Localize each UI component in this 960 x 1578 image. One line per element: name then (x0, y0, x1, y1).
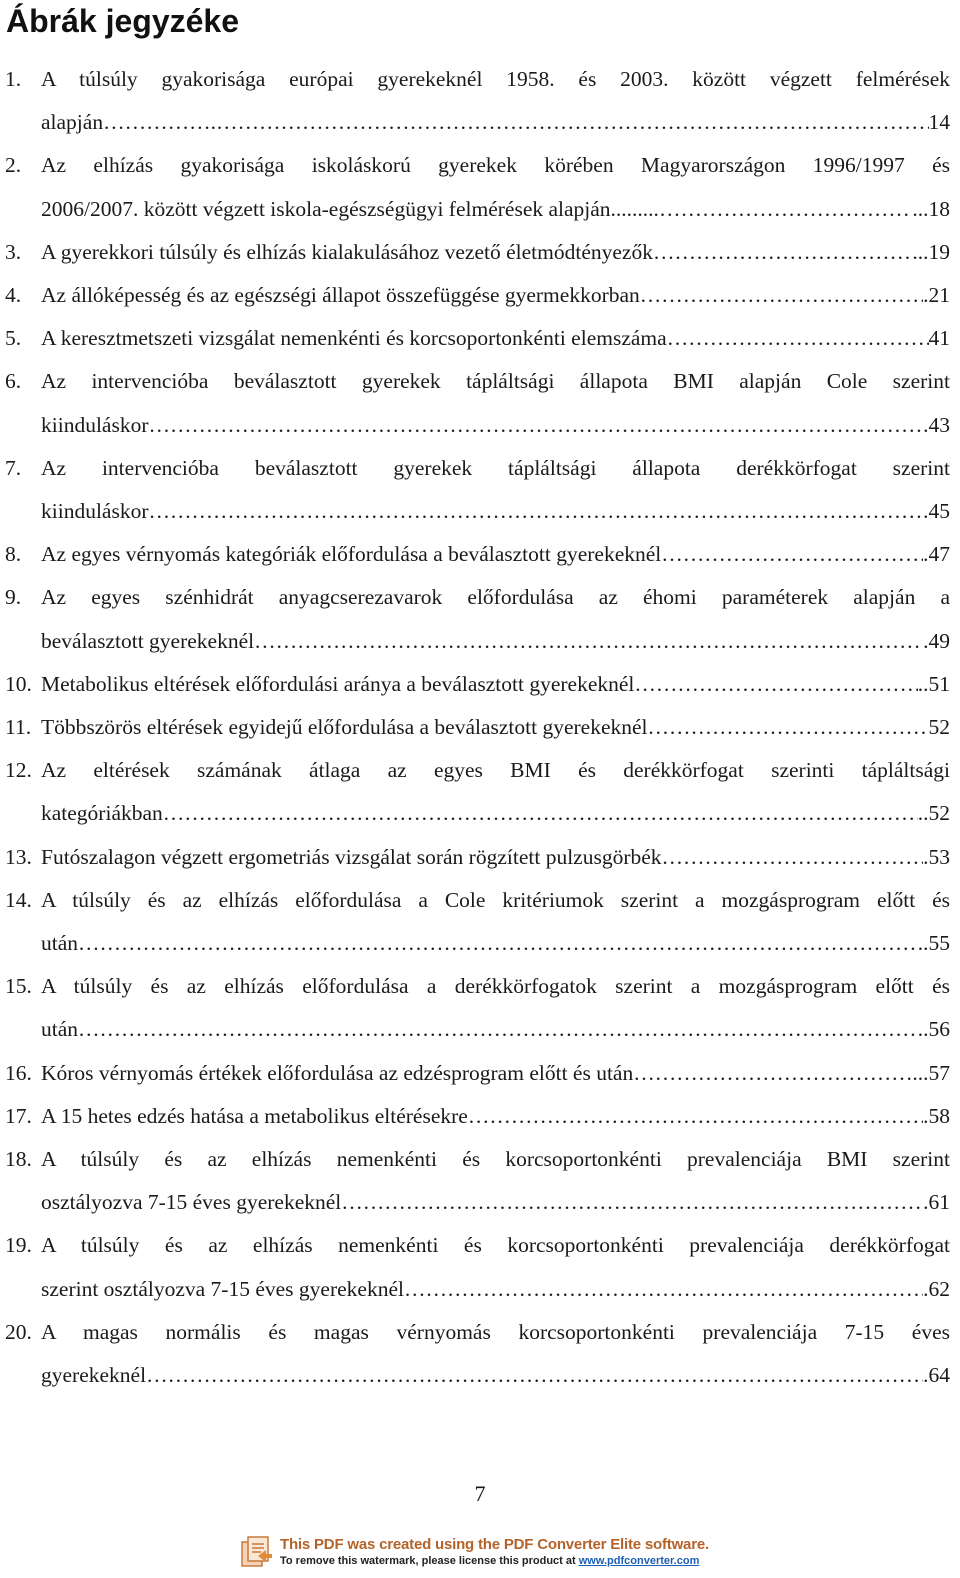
entry-title-end: alapján……………. (41, 110, 216, 135)
dot-leader (661, 533, 923, 576)
entry-page: ...18 (912, 196, 950, 221)
entry-page: ..55 (917, 931, 950, 956)
entry-page: ..51 (917, 671, 950, 696)
entry-title: A túlsúly gyakorisága európai gyerekeknél 1958. és 2003. között végzett felmérések (41, 67, 950, 91)
entry-page: .64 (923, 1363, 950, 1388)
entry-page: .47 (923, 542, 950, 567)
toc-entry[interactable] (5, 1311, 950, 1397)
entry-title-end: 2006/2007. között végzett iskola-egészségügyi felmérések alapján......... (41, 196, 659, 221)
entry-title: A túlsúly és az elhízás nemenkénti és korcsoportonkénti prevalenciája BMI szerint (41, 1147, 950, 1172)
watermark-link[interactable]: www.pdfconverter.com (578, 1555, 700, 1567)
toc-entry[interactable] (5, 231, 950, 274)
entry-title-end: beválasztott gyerekeknél (41, 628, 255, 653)
entry-number: 5. (5, 326, 22, 351)
dot-leader (146, 1354, 923, 1397)
toc-entry[interactable] (5, 447, 950, 533)
entry-page: .49 (923, 628, 950, 653)
entry-number: 10. (5, 671, 32, 696)
entry-title-end: szerint osztályozva 7-15 éves gyerekeknél (41, 1276, 404, 1301)
entry-title: Az intervencióba beválasztott gyerekek tápláltsági állapota derékkörfogat szerint (41, 455, 950, 480)
dot-leader (468, 1095, 923, 1138)
toc-entry[interactable] (5, 706, 950, 749)
entry-number: 11. (5, 715, 32, 740)
entry-title: Az egyes szénhidrát anyagcserezavarok előfordulása az éhomi paraméterek alapján a (41, 585, 950, 610)
entry-title: Többszörös eltérések egyidejű előfordulása a beválasztott gyerekeknél (41, 715, 648, 740)
dot-leader (653, 231, 912, 274)
page-number: 7 (474, 1481, 486, 1506)
dot-leader (216, 101, 929, 144)
entry-title: Az állóképesség és az egészségi állapot összefüggése gyermekkorban (41, 283, 640, 308)
entry-number: 20. (5, 1319, 32, 1344)
toc-entry[interactable] (5, 879, 950, 965)
dot-leader (662, 836, 924, 879)
entry-number: 4. (5, 283, 22, 308)
page-title: Ábrák jegyzéke (6, 3, 240, 39)
entry-title: Az intervencióba beválasztott gyerekek tápláltsági állapota BMI alapján Cole szerint (41, 369, 950, 394)
entry-title: A túlsúly és az elhízás előfordulása a Cole kritériumok szerint a mozgásprogram előtt és (41, 887, 950, 912)
entry-number: 18. (5, 1147, 32, 1172)
dot-leader (634, 663, 917, 706)
dot-leader (341, 1181, 923, 1224)
entry-title: A túlsúly és az elhízás nemenkénti és korcsoportonkénti prevalenciája derékkörfogat (41, 1233, 950, 1258)
entry-title-end: kiinduláskor (41, 412, 149, 437)
toc-entry[interactable] (5, 58, 950, 144)
entry-title: Metabolikus eltérések előfordulási aránya a beválasztott gyerekeknél (41, 671, 635, 696)
entry-number: 8. (5, 542, 22, 567)
entry-title-end: után (41, 1017, 79, 1042)
entry-title-end: osztályozva 7-15 éves gyerekeknél (41, 1190, 342, 1215)
toc-entry[interactable] (5, 144, 950, 230)
toc-entry[interactable] (5, 533, 950, 576)
watermark-prefix: To remove this watermark, please license this product at (280, 1555, 579, 1567)
toc-entry[interactable] (5, 360, 950, 446)
entry-number: 12. (5, 758, 32, 783)
entry-page: .43 (923, 412, 950, 437)
entry-page: .62 (923, 1276, 950, 1301)
entry-title: Az eltérések számának átlaga az egyes BMI és derékkörfogat szerinti tápláltsági (41, 758, 950, 783)
toc-entry[interactable] (5, 317, 950, 360)
entry-number: 19. (5, 1233, 32, 1258)
entry-page: ...57 (912, 1060, 950, 1085)
entry-number: 7. (5, 455, 22, 480)
entry-page: .21 (923, 283, 950, 308)
entry-number: 16. (5, 1060, 32, 1085)
entry-number: 17. (5, 1103, 32, 1128)
entry-page: .58 (923, 1103, 950, 1128)
entry-page: ..52 (917, 801, 950, 826)
entry-title-end: kiinduláskor (41, 499, 149, 524)
dot-leader (659, 188, 912, 231)
dot-leader (633, 1052, 912, 1095)
toc-entry[interactable] (5, 836, 950, 879)
entry-page: ...19 (912, 239, 950, 264)
watermark-line1: This PDF was created using the PDF Converter Elite software. (280, 1536, 709, 1553)
entry-title: A magas normális és magas vérnyomás korcsoportonkénti prevalenciája 7-15 éves (41, 1319, 950, 1344)
dot-leader (640, 274, 923, 317)
entry-title: Kóros vérnyomás értékek előfordulása az edzésprogram előtt és után (41, 1060, 634, 1085)
entry-number: 3. (5, 239, 22, 264)
entry-title: A gyerekkori túlsúly és elhízás kialakulásához vezető életmódtényezők (41, 239, 653, 264)
entry-title: Az elhízás gyakorisága iskoláskorú gyerekek körében Magyarországon 1996/1997 és (41, 153, 950, 178)
converter-watermark (238, 1530, 709, 1574)
entry-title: Futószalagon végzett ergometriás vizsgálat során rögzített pulzusgörbék (41, 844, 662, 869)
dot-leader (149, 490, 924, 533)
pdf-converter-logo-icon (238, 1534, 274, 1570)
toc-entry[interactable] (5, 663, 950, 706)
entry-title: A túlsúly és az elhízás előfordulása a derékkörfogatok szerint a mozgásprogram előtt és (41, 974, 950, 999)
dot-leader (163, 792, 918, 835)
entry-title: Az egyes vérnyomás kategóriák előfordulása a beválasztott gyerekeknél (41, 542, 662, 567)
entry-number: 9. (5, 585, 22, 610)
watermark-line2 (280, 1554, 709, 1568)
entry-title: A keresztmetszeti vizsgálat nemenkénti és korcsoportonkénti elemszáma (41, 326, 667, 351)
toc-entry[interactable] (5, 1224, 950, 1310)
entry-page: .61 (923, 1190, 950, 1215)
entry-number: 2. (5, 153, 22, 178)
entry-page: ..56 (917, 1017, 950, 1042)
dot-leader (78, 922, 918, 965)
dot-leader (149, 404, 924, 447)
toc-entry[interactable] (5, 1095, 950, 1138)
figure-list (5, 58, 950, 1397)
dot-leader (648, 706, 929, 749)
entry-title-end: után (41, 931, 79, 956)
toc-entry[interactable] (5, 749, 950, 835)
entry-page: 14 (928, 110, 950, 135)
toc-entry[interactable] (5, 1052, 950, 1095)
dot-leader (254, 620, 923, 663)
dot-leader (404, 1268, 923, 1311)
entry-title-end: kategóriákban (41, 801, 163, 826)
dot-leader (78, 1008, 918, 1051)
dot-leader (667, 317, 929, 360)
entry-number: 6. (5, 369, 22, 394)
entry-title: A 15 hetes edzés hatása a metabolikus eltérésekre (41, 1103, 468, 1128)
entry-page: 41 (928, 326, 950, 351)
toc-entry[interactable] (5, 274, 950, 317)
entry-title-end: gyerekeknél (41, 1363, 147, 1388)
entry-number: 13. (5, 844, 32, 869)
entry-number: 1. (5, 67, 22, 91)
entry-page: .53 (923, 844, 950, 869)
toc-entry[interactable] (5, 965, 950, 1051)
toc-entry[interactable] (5, 576, 950, 662)
entry-page: .45 (923, 499, 950, 524)
toc-entry[interactable] (5, 1138, 950, 1224)
entry-number: 14. (5, 887, 32, 912)
entry-number: 15. (5, 974, 32, 999)
entry-page: 52 (928, 715, 950, 740)
